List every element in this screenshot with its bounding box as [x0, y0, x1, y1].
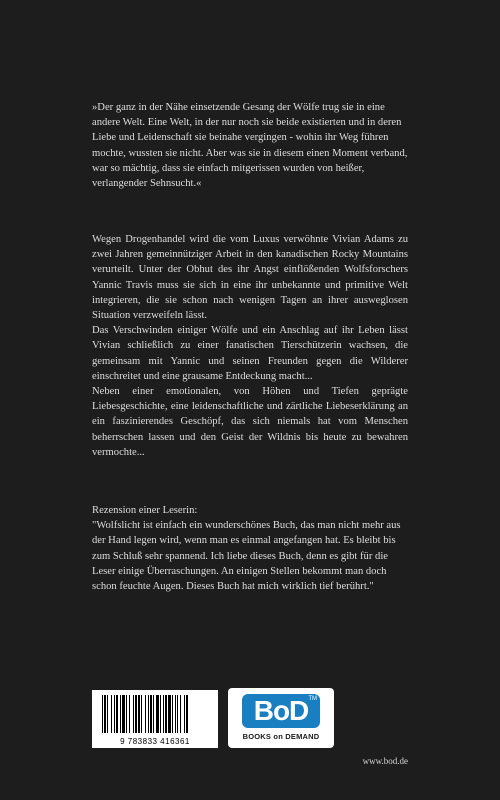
- review-heading: Rezension einer Leserin:: [92, 505, 198, 516]
- blurb-paragraph-3: Neben einer emotionalen, von Höhen und Tiefen geprägte Liebesgeschichte, eine leidenschaftliche und zärtliche Liebeserklärung an ein faszinierendes Geschöpf, das sich niemals hat vom Menschen beherrschen lassen und den Geist der Wildnis bis heute zu bewahren vermochte...: [92, 386, 408, 458]
- teaser-quote: »Der ganz in der Nähe einsetzende Gesang der Wölfe trug sie in eine andere Welt. Eine Welt, in der nur noch sie beide existierten und in deren Liebe und Leidenschaft sie beinahe vergingen - wohin ihr Weg führen mochte, wussten sie nicht. Aber was sie in diesem einen Moment verband, war so mächtig, dass sie einfach mitgerissen wurden von heißer, verlangender Sehnsucht.«: [92, 102, 408, 190]
- bod-logo-mark: [242, 694, 320, 728]
- blurb-block: [92, 232, 408, 460]
- blurb-paragraph-2: Das Verschwinden einiger Wölfe und ein Anschlag auf ihr Leben lässt Vivian schließlich zu einer fanatischen Tierschützerin wachsen, die gemeinsam mit Yannic und seinen Freunden gegen die Wilderer einschreitet und eine grausame Entdeckung macht...: [92, 325, 408, 382]
- barcode-digits: 9 783833 416361: [120, 737, 190, 746]
- bod-trademark: TM: [308, 696, 317, 702]
- review-block: [92, 503, 408, 594]
- bod-tagline: BOOKS on DEMAND: [242, 732, 320, 741]
- isbn-barcode: [92, 690, 218, 748]
- blurb-paragraph-1: Wegen Drogenhandel wird die vom Luxus verwöhnte Vivian Adams zu zwei Jahren gemeinnütziger Arbeit in den kanadischen Rocky Mountains verurteilt. Unter der Obhut des ihr Angst einflößenden Wolfsforschers Yannic Travis muss sie sich in eine ihr unbekannte und primitive Welt integrieren, die sie schon nach wenigen Tagen an ihrer ausweglosen Situation verzweifeln lässt.: [92, 234, 408, 322]
- teaser-quote-block: [92, 100, 408, 191]
- publisher-website: www.bod.de: [362, 756, 408, 766]
- barcode-bars-icon: [92, 690, 218, 736]
- review-text: "Wolfslicht ist einfach ein wunderschönes Buch, das man nicht mehr aus der Hand legen wird, wenn man es einmal angefangen hat. Es bleibt bis zum Schluß sehr spannend. Ich liebe dieses Buch, denn es gibt für die Leser einige Überraschungen. An einigen Stellen bekommt man doch schon feuchte Augen. Dieses Buch hat mich wirklich tief berührt.": [92, 520, 401, 593]
- bod-logo-text: BoD: [253, 695, 309, 726]
- publisher-logo: [228, 688, 334, 748]
